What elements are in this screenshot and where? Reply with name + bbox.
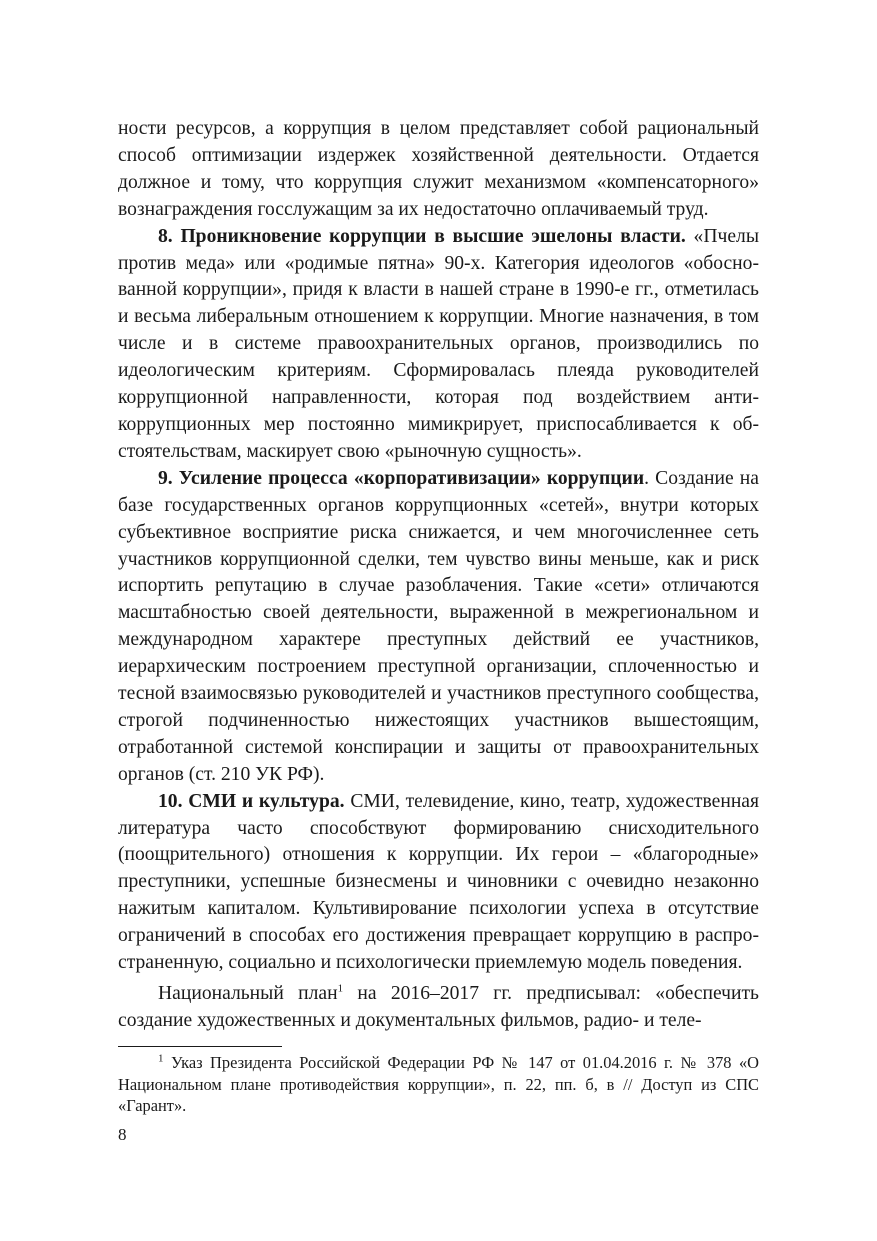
- footnote-text: Указ Президента Российской Федерации РФ № 147 от 01.04.2016 г. № 378 «О Национальном плане противодействия коррупции», п. 22, пп. б, в // Доступ из СПС «Гарант».: [118, 1053, 759, 1115]
- footnote-separator: [118, 1046, 282, 1047]
- national-plan-text-before: Национальный план: [158, 983, 338, 1004]
- item-10-heading: 10. СМИ и культура.: [158, 790, 345, 812]
- footnote: [118, 1052, 759, 1117]
- paragraph-national-plan: [118, 981, 759, 1035]
- national-plan-text-after: на 2016–2017 гг. предписывал: «обеспечить создание художественных и документальных фильмов, радио- и теле-: [118, 983, 759, 1031]
- paragraph-continuation: ности ресурсов, а коррупция в целом представляет собой рациональный способ оптимизации издержек хозяйственной деятельности. Отдается должное и тому, что коррупция служит механизмом «компенсаторного» вознаграждения госслужащим за их недостаточно оплачиваемый труд.: [118, 118, 759, 220]
- item-8-heading: 8. Проникновение коррупции в высшие эшелоны власти.: [158, 225, 686, 247]
- footnote-mark: 1: [158, 1052, 164, 1065]
- paragraph-item-10: [118, 789, 759, 977]
- item-9-body: . Создание на базе государственных органов коррупционных «сетей», внутри которых субъективное восприятие риска снижается, и чем многочисленнее сеть участников коррупционной сделки, тем чувство вины меньше, как и риск испортить репутацию в случае разоблачения. Такие «сети» отличаются масштабностью своей деятельности, выраженной в межрегиональном и международном характере преступных действий ее участников, иерархическим построением преступной организации, сплоченностью и тесной взаимосвязью руководителей и участников преступного сообщества, строгой подчиненностью нижестоящих участников вышестоящим, отработанной системой конспирации и защиты от правоохранительных органов (ст. 210 УК РФ).: [118, 467, 759, 785]
- item-8-body: «Пчелы против меда» или «родимые пятна» 90-х. Категория идеологов «обоснованной коррупции», придя к власти в нашей стране в 1990-е гг., отметилась и весьма либеральным отношением к коррупции. Многие назначения, в том числе и в системе правоохранительных органов, производились по идеологическим критериям. Сформировалась плеяда руководителей коррупционной направленности, которая под воздействием антикоррупционных мер постоянно мимикрирует, приспосабливается к обстоятельствам, маскирует свою «рыночную сущность».: [118, 225, 759, 462]
- paragraph-item-9: [118, 466, 759, 789]
- main-text: [118, 116, 759, 1035]
- paragraph-item-8: [118, 224, 759, 466]
- item-10-body: СМИ, телевидение, кино, театр, художественная литература часто способствуют формированию снисходительного (поощрительного) отношения к коррупции. Их герои – «благородные» преступники, успешные бизнесмены и чиновники с очевидно незаконно нажитым капиталом. Культивирование психологии успеха в отсутствие ограничений в способах его достижения превращает коррупцию в распространенную, социально и психологически приемлемую модель поведения.: [118, 790, 760, 974]
- footnote-reference-mark: 1: [337, 982, 344, 995]
- page-number: 8: [118, 1125, 127, 1144]
- item-9-heading: 9. Усиление процесса «корпоративизации» коррупции: [158, 467, 645, 489]
